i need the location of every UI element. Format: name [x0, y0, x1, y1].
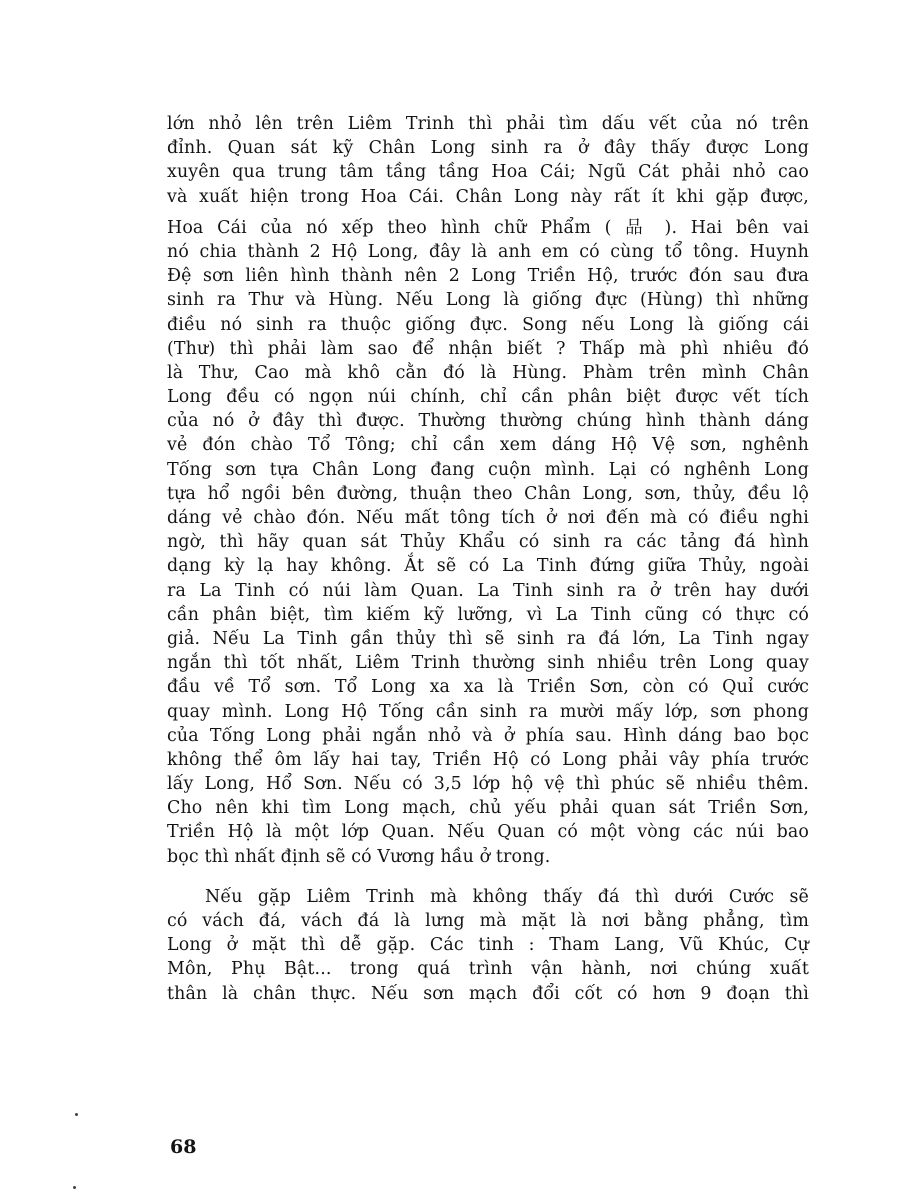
text-line: và xuất hiện trong Hoa Cái. Chân Long này rất ít khi gặp được,	[167, 186, 809, 207]
paragraph-2	[167, 885, 809, 1006]
scan-speck	[73, 1186, 76, 1189]
text-line: thân là chân thực. Nếu sơn mạch đổi cốt có hơn 9 đoạn thì	[167, 983, 809, 1004]
text-line: Cho nên khi tìm Long mạch, chủ yếu phải quan sát Triền Sơn,	[167, 798, 809, 819]
text-line: vẻ đón chào Tổ Tông; chỉ cần xem dáng Hộ Vệ sơn, nghênh	[167, 435, 809, 456]
text-line: đỉnh. Quan sát kỹ Chân Long sinh ra ở đây thấy được Long	[167, 138, 809, 159]
text-line: nó chia thành 2 Hộ Long, đây là anh em có cùng tổ tông. Huynh	[167, 241, 809, 262]
text-line: của Tống Long phải ngắn nhỏ và ở phía sau. Hình dáng bao bọc	[167, 725, 809, 746]
text-line: Long ở mặt thì dễ gặp. Các tinh : Tham Lang, Vũ Khúc, Cự	[167, 935, 809, 956]
text-line: giả. Nếu La Tinh gần thủy thì sẽ sinh ra đá lớn, La Tinh ngay	[167, 628, 809, 649]
text-line: (Thư) thì phải làm sao để nhận biết ? Thấp mà phì nhiêu đó	[167, 338, 809, 359]
text-line: tựa hổ ngồi bên đường, thuận theo Chân Long, sơn, thủy, đều lộ	[167, 483, 809, 504]
text-line: ra La Tinh có núi làm Quan. La Tinh sinh ra ở trên hay dưới	[167, 580, 809, 601]
text-line: có vách đá, vách đá là lưng mà mặt là nơi bằng phẳng, tìm	[167, 911, 809, 931]
text-line: xuyên qua trung tâm tầng tầng Hoa Cái; Ngũ Cát phải nhỏ cao	[167, 162, 809, 183]
text-line: đầu về Tổ sơn. Tổ Long xa xa là Triền Sơn, còn có Quỉ cước	[167, 677, 809, 698]
text-line: ngờ, thì hãy quan sát Thủy Khẩu có sinh ra các tảng đá hình	[167, 532, 809, 553]
text-line: dạng kỳ lạ hay không. Ắt sẽ có La Tinh đứng giữa Thủy, ngoài	[167, 556, 809, 577]
text-line: không thể ôm lấy hai tay, Triền Hộ có Long phải vây phía trước	[167, 749, 809, 770]
text-line: cần phân biệt, tìm kiếm kỹ lưỡng, vì La Tinh cũng có thực có	[167, 604, 809, 625]
paragraph-1	[167, 112, 809, 869]
text-line: bọc thì nhất định sẽ có Vương hầu ở trong.	[167, 846, 551, 867]
text-line: lớn nhỏ lên trên Liêm Trinh thì phải tìm dấu vết của nó trên	[167, 114, 809, 134]
text-line: Tống sơn tựa Chân Long đang cuộn mình. Lại có nghênh Long	[167, 459, 809, 480]
text-line: quay mình. Long Hộ Tống cần sinh ra mười mấy lớp, sơn phong	[167, 701, 809, 722]
text-line: là Thư, Cao mà khô cằn đó là Hùng. Phàm trên mình Chân	[167, 362, 809, 383]
page-number: 68	[170, 1136, 197, 1158]
text-line: lấy Long, Hổ Sơn. Nếu có 3,5 lớp hộ vệ thì phúc sẽ nhiều thêm.	[167, 774, 809, 795]
text-line: sinh ra Thư và Hùng. Nếu Long là giống đực (Hùng) thì những	[167, 290, 809, 311]
paragraph-spacer	[167, 869, 809, 885]
text-line-with-symbol: Hoa Cái của nó xếp theo hình chữ Phẩm ( 品 ). Hai bên vai	[167, 217, 809, 238]
text-line: Môn, Phụ Bật... trong quá trình vận hành, nơi chúng xuất	[167, 959, 809, 980]
text-line: Đệ sơn liên hình thành nên 2 Long Triền Hộ, trước đón sau đưa	[167, 266, 809, 287]
text-line: điều nó sinh ra thuộc giống đực. Song nếu Long là giống cái	[167, 314, 809, 335]
text-line: Long đều có ngọn núi chính, chỉ cần phân biệt được vết tích	[167, 387, 809, 408]
text-line: ngắn thì tốt nhất, Liêm Trinh thường sinh nhiều trên Long quay	[167, 653, 809, 674]
text-line: Nếu gặp Liêm Trinh mà không thấy đá thì dưới Cước sẽ	[205, 886, 809, 907]
scan-speck	[75, 1113, 78, 1116]
text-line: dáng vẻ chào đón. Nếu mất tông tích ở nơi đến mà có điều nghi	[167, 508, 809, 528]
text-line: Triền Hộ là một lớp Quan. Nếu Quan có một vòng các núi bao	[167, 822, 809, 843]
text-line: của nó ở đây thì được. Thường thường chúng hình thành dáng	[167, 411, 809, 432]
body-text	[167, 112, 809, 1006]
